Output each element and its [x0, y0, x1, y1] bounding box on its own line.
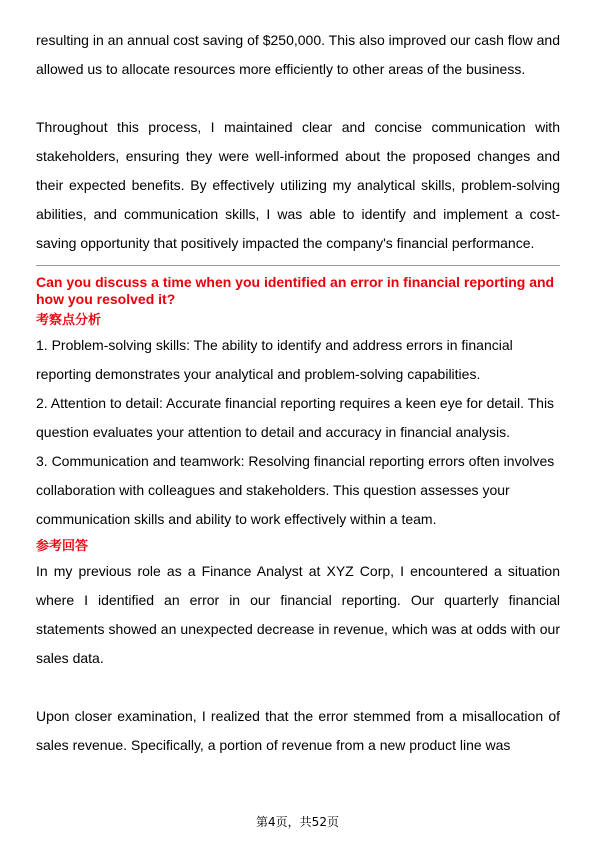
analysis-label: 考察点分析 [36, 313, 102, 328]
analysis-item-2: 2. Attention to detail: Accurate financial reporting requires a keen eye for detail. This question evaluates your attention to detail and accuracy in financial analysis. [36, 395, 555, 440]
paragraph-spacer [36, 673, 560, 702]
intro-paragraph-2: Throughout this process, I maintained clear and concise communication with stakeholders, ensuring they were well-informed about the proposed changes and their expected benefits. By effectively utilizing my analytical skills, problem-solving abilities, and communication skills, I was able to identify and implement a cost-saving opportunity that positively impacted the company's financial performance. [36, 119, 560, 251]
answer-paragraph-2: Upon closer examination, I realized that the error stemmed from a misallocation of sales revenue. Specifically, a portion of revenue from a new product line was [36, 708, 560, 753]
analysis-item-3: 3. Communication and teamwork: Resolving financial reporting errors often involves collaboration with colleagues and stakeholders. This question assesses your communication skills and ability to work effectively within a team. [36, 453, 555, 527]
intro-paragraph-1: resulting in an annual cost saving of $250,000. This also improved our cash flow and allowed us to allocate resources more efficiently to other areas of the business. [36, 32, 560, 77]
question-heading: Can you discuss a time when you identified an error in financial reporting and how you resolved it? [36, 274, 555, 307]
answer-paragraph-1: In my previous role as a Finance Analyst at XYZ Corp, I encountered a situation where I identified an error in our financial reporting. Our quarterly financial statements showed an unexpected decrease in revenue, which was at odds with our sales data. [36, 563, 560, 666]
paragraph-spacer [36, 84, 560, 113]
page-content [36, 26, 560, 760]
analysis-item-1: 1. Problem-solving skills: The ability to identify and address errors in financial reporting demonstrates your analytical and problem-solving capabilities. [36, 337, 513, 382]
section-divider [36, 265, 560, 266]
answer-label: 参考回答 [36, 539, 89, 554]
page-number-footer: 第4页，共52页 [256, 815, 339, 829]
